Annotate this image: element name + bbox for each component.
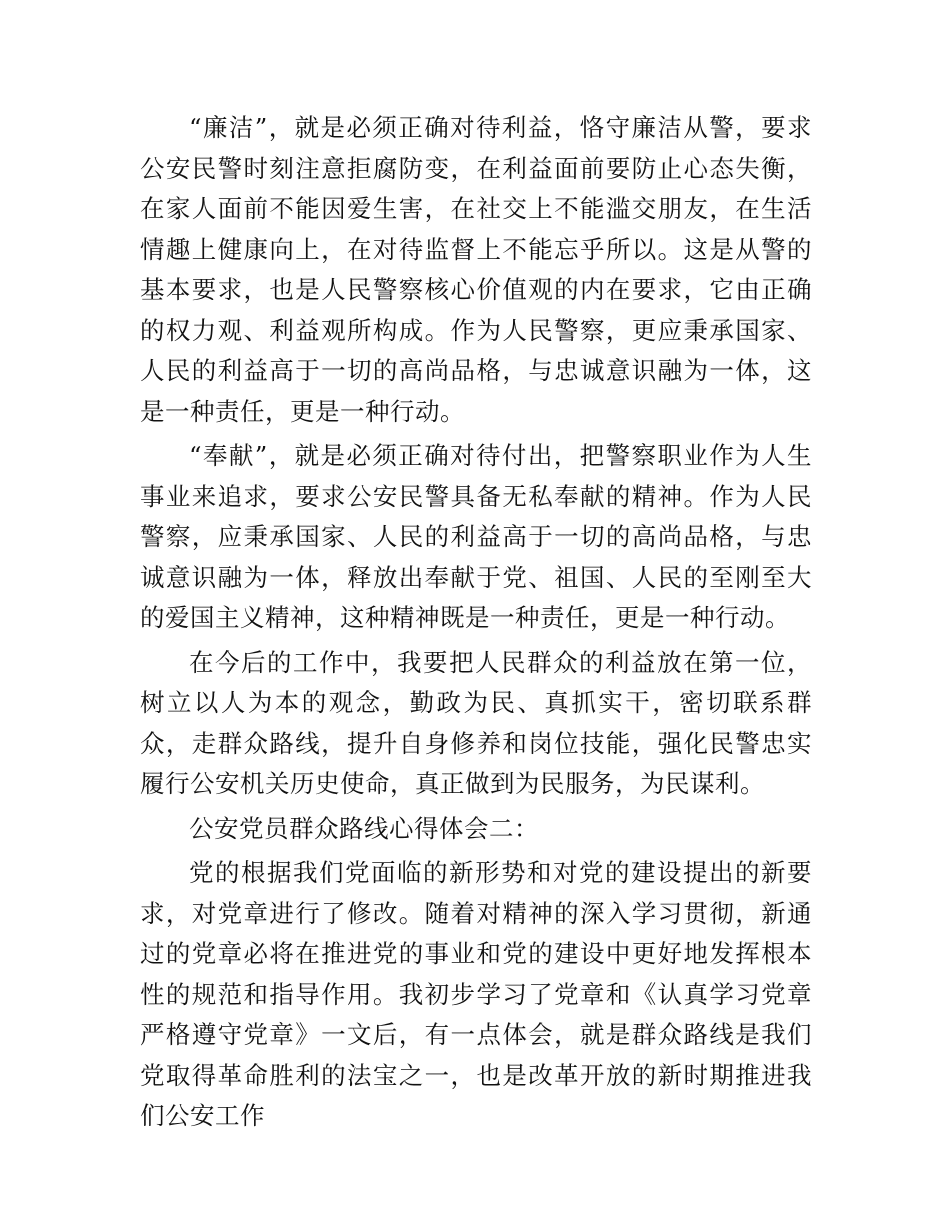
paragraph-integrity: “廉洁”，就是必须正确对待利益，恪守廉洁从警，要求公安民警时刻注意拒腐防变，在利益面前要防止心态失衡，在家人面前不能因爱生害，在社交上不能滥交朋友，在生活情趣上健康向上，在对待监督上不能忘乎所以。这是从警的基本要求，也是人民警察核心价值观的内在要求，它由正确的权力观、利益观所构成。作为人民警察，更应秉承国家、人民的利益高于一切的高尚品格，与忠诚意识融为一体，这是一种责任，更是一种行动。 bbox=[140, 113, 812, 426]
paragraph-dedication: “奉献”，就是必须正确对待付出，把警察职业作为人生事业来追求，要求公安民警具备无私奉献的精神。作为人民警察，应秉承国家、人民的利益高于一切的高尚品格，与忠诚意识融为一体，释放出奉献于党、祖国、人民的至刚至大的爱国主义精神，这种精神既是一种责任，更是一种行动。 bbox=[140, 441, 812, 632]
paragraph-party-charter: 党的根据我们党面临的新形势和对党的建设提出的新要求，对党章进行了修改。随着对精神的深入学习贯彻，新通过的党章必将在推进党的事业和党的建设中更好地发挥根本性的规范和指导作用。我初步学习了党章和《认真学习党章严格遵守党章》一文后，有一点体会，就是群众路线是我们党取得革命胜利的法宝之一，也是改革开放的新时期推进我们公安工作 bbox=[140, 858, 812, 1130]
paragraph-future-work: 在今后的工作中，我要把人民群众的利益放在第一位，树立以人为本的观念，勤政为民、真抓实干，密切联系群众，走群众路线，提升自身修养和岗位技能，强化民警忠实履行公安机关历史使命，真正做到为民服务，为民谋利。 bbox=[140, 647, 812, 798]
section-heading: 公安党员群众路线心得体会二： bbox=[189, 813, 539, 843]
document-page bbox=[140, 108, 812, 1141]
